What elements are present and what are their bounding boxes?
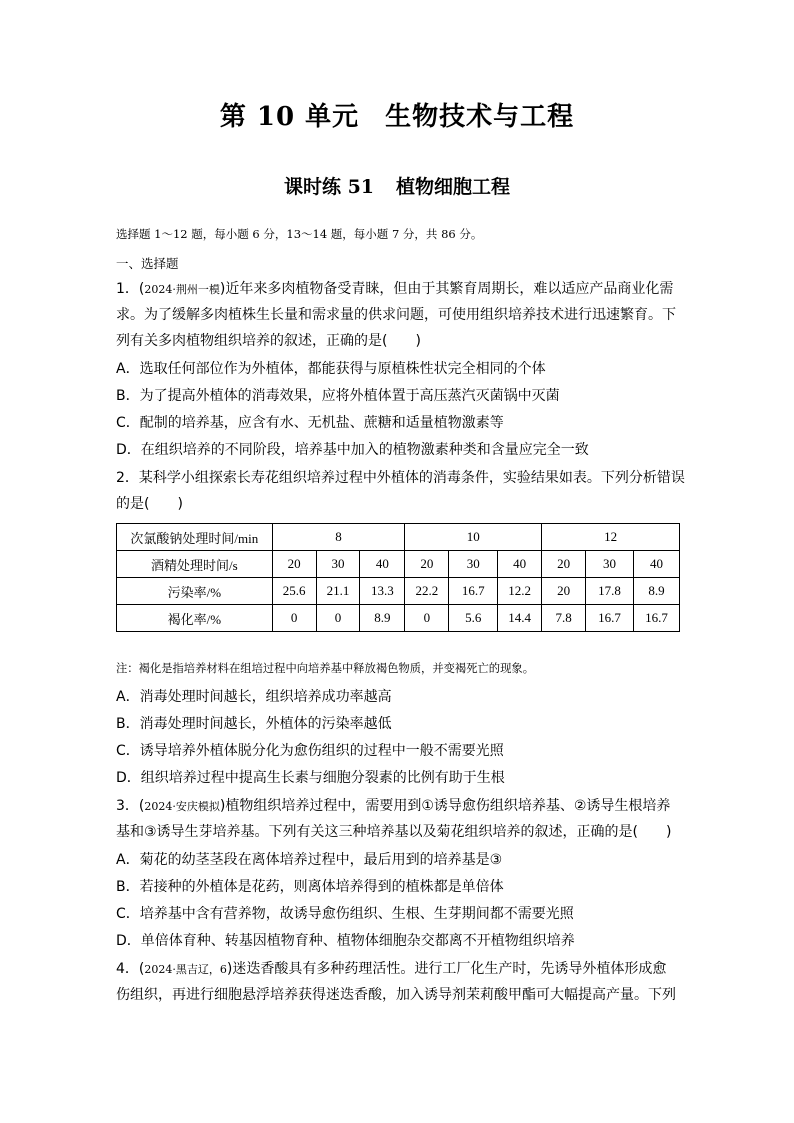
q3-option-d: D．单倍体育种、转基因植物育种、植物体细胞杂交都离不开植物组织培养 — [116, 933, 575, 949]
table-cell: 0 — [405, 605, 449, 632]
q1-option-a: A．选取任何部位作为外植体，都能获得与原植株性状完全相同的个体 — [116, 361, 546, 377]
q2-option-b: B．消毒处理时间越长，外植体的污染率越低 — [116, 716, 392, 732]
table-cell: 21.1 — [316, 578, 360, 605]
q3-option-b: B．若接种的外植体是花药，则离体培养得到的植株都是单倍体 — [116, 879, 504, 895]
unit-title — [0, 96, 794, 133]
q3-option-c: C．培养基中含有营养物，故诱导愈伤组织、生根、生芽期间都不需要光照 — [116, 906, 574, 922]
unit-name: 生物技术与工程 — [385, 102, 575, 132]
table-cell: 12.2 — [498, 578, 542, 605]
table-cell: 25.6 — [272, 578, 316, 605]
table-cell: 8.9 — [633, 578, 679, 605]
table-note: 注：褐化是指培养材料在组培过程中向培养基中释放褐色物质，并变褐死亡的现象。 — [116, 662, 534, 675]
section-heading: 一、选择题 — [116, 256, 179, 271]
lesson-title — [0, 172, 794, 199]
table-group-header: 10 — [405, 524, 542, 551]
table-cell: 40 — [633, 551, 679, 578]
disinfection-table — [116, 523, 680, 632]
table-cell: 40 — [360, 551, 405, 578]
q2-option-a: A．消毒处理时间越长，组织培养成功率越高 — [116, 689, 392, 705]
q1-source: 2024·荆州一模 — [144, 283, 220, 296]
q1-line-3: 列有关多肉植物组织培养的叙述，正确的是( ) — [116, 333, 421, 349]
instructions: 选择题 1～12 题，每小题 6 分，13～14 题，每小题 7 分，共 86 分。 — [116, 227, 483, 241]
q1-option-c: C．配制的培养基，应含有水、无机盐、蔗糖和适量植物激素等 — [116, 415, 504, 431]
q1-line-2: 求。为了缓解多肉植株生长量和需求量的供求问题，可使用组织培养技术进行迅速繁育。下 — [116, 307, 676, 323]
q3-source: 2024·安庆模拟 — [144, 800, 220, 813]
table-cell: 30 — [449, 551, 498, 578]
table-row — [117, 551, 680, 578]
table-cell: 20 — [542, 578, 586, 605]
table-row — [117, 578, 680, 605]
q3-line-2: 基和③诱导生芽培养基。下列有关这三种培养基以及菊花组织培养的叙述，正确的是( ) — [116, 824, 672, 840]
q1-option-d: D．在组织培养的不同阶段，培养基中加入的植物激素种类和含量应完全一致 — [116, 442, 589, 458]
q4-number: 4．( — [116, 961, 145, 977]
table-cell: 17.8 — [586, 578, 634, 605]
table-cell: 14.4 — [498, 605, 542, 632]
unit-number: 第 10 单元 — [219, 102, 360, 132]
q2-line-2: 的是( ) — [116, 496, 183, 512]
q4-stem-text: )迷迭香酸具有多种药理活性。进行工厂化生产时，先诱导外植体形成愈 — [226, 961, 667, 977]
table-header-row — [117, 524, 680, 551]
table-cell: 0 — [316, 605, 360, 632]
table-cell: 16.7 — [633, 605, 679, 632]
q4-source: 2024·黑吉辽，6 — [144, 963, 227, 976]
table-cell: 0 — [272, 605, 316, 632]
q2-option-d: D．组织培养过程中提高生长素与细胞分裂素的比例有助于生根 — [116, 770, 505, 786]
table-cell: 30 — [316, 551, 360, 578]
q4-line-2: 伤组织，再进行细胞悬浮培养获得迷迭香酸，加入诱导剂茉莉酸甲酯可大幅提高产量。下列 — [116, 987, 676, 1003]
table-cell: 8.9 — [360, 605, 405, 632]
table-cell: 30 — [586, 551, 634, 578]
table-cell: 5.6 — [449, 605, 498, 632]
table-cell: 40 — [498, 551, 542, 578]
lesson-number: 课时练 51 — [283, 176, 375, 198]
q2-line-1: 2．某科学小组探索长寿花组织培养过程中外植体的消毒条件，实验结果如表。下列分析错误 — [116, 470, 685, 486]
table-cell: 7.8 — [542, 605, 586, 632]
table-cell: 20 — [405, 551, 449, 578]
table-cell: 22.2 — [405, 578, 449, 605]
table-group-header: 8 — [272, 524, 405, 551]
row-label: 酒精处理时间/s — [117, 551, 273, 578]
table-cell: 13.3 — [360, 578, 405, 605]
table-cell: 16.7 — [586, 605, 634, 632]
q3-number: 3．( — [116, 798, 145, 814]
q1-stem-text: )近年来多肉植物备受青睐，但由于其繁育周期长，难以适应产品商业化需 — [219, 281, 674, 297]
q4-line-1 — [116, 959, 686, 980]
row-label: 污染率/% — [117, 578, 273, 605]
table-cell: 20 — [272, 551, 316, 578]
table-group-header: 12 — [542, 524, 680, 551]
q3-option-a: A．菊花的幼茎茎段在离体培养过程中，最后用到的培养基是③ — [116, 852, 503, 868]
q2-option-c: C．诱导培养外植体脱分化为愈伤组织的过程中一般不需要光照 — [116, 743, 504, 759]
table-header-label: 次氯酸钠处理时间/min — [117, 524, 273, 551]
table-cell: 20 — [542, 551, 586, 578]
row-label: 褐化率/% — [117, 605, 273, 632]
q1-option-b: B．为了提高外植体的消毒效果，应将外植体置于高压蒸汽灭菌锅中灭菌 — [116, 388, 560, 404]
table-row — [117, 605, 680, 632]
q1-number: 1．( — [116, 281, 145, 297]
q3-line-1 — [116, 796, 686, 817]
table-cell: 16.7 — [449, 578, 498, 605]
q3-stem-text: )植物组织培养过程中，需要用到①诱导愈伤组织培养基、②诱导生根培养 — [219, 798, 671, 814]
q1-line-1 — [116, 279, 686, 300]
lesson-name: 植物细胞工程 — [396, 176, 511, 198]
